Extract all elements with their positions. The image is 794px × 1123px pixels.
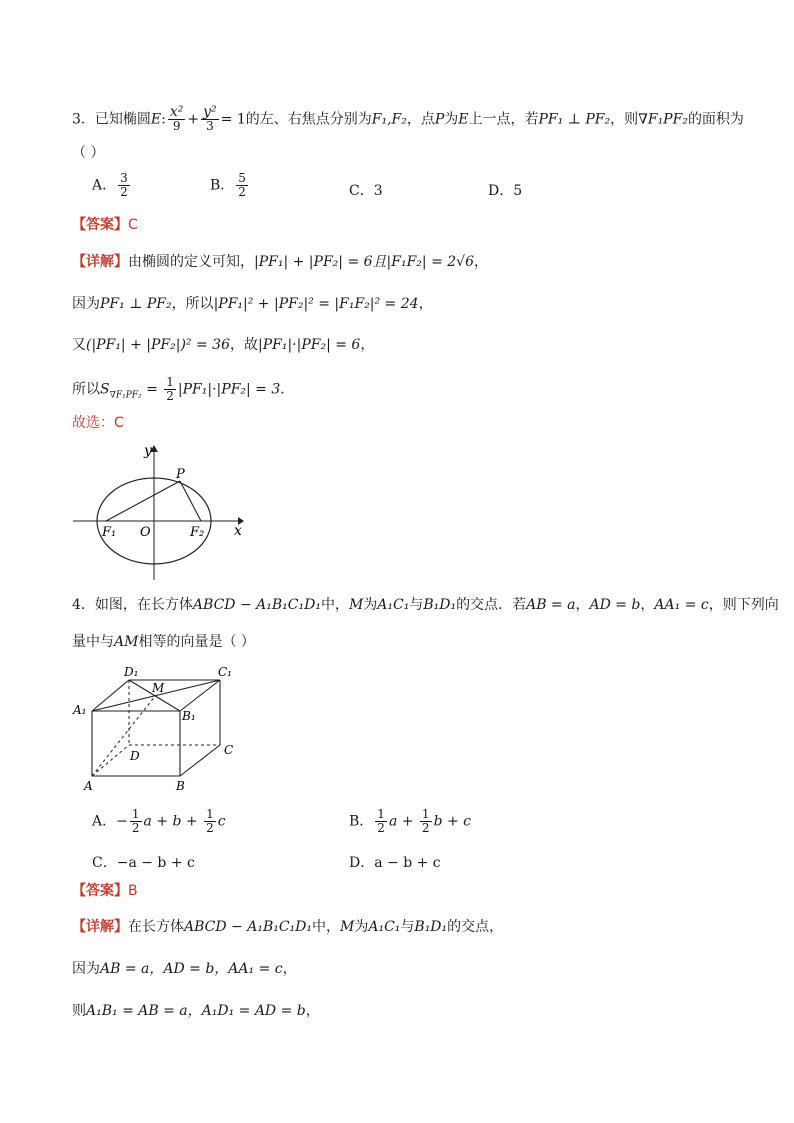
label-p: P	[176, 467, 185, 482]
label-a1: A₁	[73, 703, 87, 717]
q3-paren: （ ）	[72, 145, 105, 161]
label-f1: F₁	[102, 525, 117, 540]
label-m: M	[152, 681, 165, 695]
q3-choose: 故选：C	[72, 415, 124, 431]
label-x: x	[234, 523, 242, 539]
label-d1: D₁	[124, 665, 139, 679]
edge-b-c	[180, 745, 220, 776]
hidden-a-d	[92, 745, 129, 776]
label-c1: C₁	[218, 665, 232, 679]
segment-f1-p	[106, 481, 180, 521]
q4-option-b[interactable]: B． $\frac{1}{2}$ a + $\frac{1}{2}$ b + c	[349, 807, 471, 835]
q3-option-c[interactable]: C．3	[349, 183, 383, 199]
q4-detail-1: 【详解】在长方体ABCD − A₁B₁C₁D₁中，M为A₁C₁与B₁D₁的交点，	[72, 919, 504, 935]
q4-answer: 【答案】B	[72, 883, 138, 899]
label-d: D	[130, 749, 140, 763]
q3-frac-x: $\frac{\text{x²}}{9}$	[169, 104, 184, 133]
q4-option-d[interactable]: D．a − b + c	[349, 855, 441, 871]
hidden-a-m	[92, 695, 156, 776]
q3-detail-2: 因为PF₁ ⊥ PF₂，所以|PF₁|² + |PF₂|² = |F₁F₂|² = 24，	[72, 296, 433, 312]
label-c: C	[224, 743, 234, 757]
q4-stem-2: 量中与AM相等的向量是（ ）	[72, 634, 255, 650]
q4-option-a[interactable]: A．− $\frac{1}{2}$ a + b + $\frac{1}{2}$ c	[92, 807, 226, 835]
q3-answer: 【答案】C	[72, 217, 138, 233]
q3-detail-3: 又(|PF₁| + |PF₂|)² = 36，故|PF₁|·|PF₂| = 6，	[72, 337, 375, 353]
q4-detail-3: 则A₁B₁ = AB = a，A₁D₁ = AD = b，	[72, 1003, 320, 1019]
label-b: B	[176, 779, 185, 793]
label-f2: F₂	[190, 525, 205, 540]
front-face	[92, 711, 180, 776]
q3-frac-y: $\frac{\text{y²}}{3}$	[203, 104, 217, 133]
q4-detail-2: 因为AB = a，AD = b，AA₁ = c，	[72, 961, 297, 977]
q3-ellipse-name: E	[150, 111, 162, 128]
q3-detail-1: 【详解】由椭圆的定义可知，|PF₁| + |PF₂| = 6且|F₁F₂| = 2√6，	[72, 254, 488, 270]
label-b1: B₁	[182, 709, 196, 723]
label-y: y	[144, 443, 152, 459]
q3-option-a[interactable]: A． $\frac{3}{2}$	[92, 171, 128, 199]
label-o: O	[140, 525, 151, 540]
q3-detail-4: 所以$S_{\nabla F_1PF_2}$ = $\frac{1}{2}$ |PF₁|·|PF₂| = 3．	[72, 375, 295, 403]
segment-p-f2	[180, 481, 201, 521]
q3-option-b[interactable]: B． $\frac{5}{2}$	[210, 171, 246, 199]
q4-cuboid-figure	[70, 662, 250, 794]
q4-option-c[interactable]: C．−a − b + c	[92, 855, 195, 871]
q4-stem: 4．如图，在长方体ABCD − A₁B₁C₁D₁中，M为A₁C₁与B₁D₁的交点．若AB = a，AD = b，AA₁ = c，则下列向	[72, 597, 779, 613]
q3-stem: 3．已知椭圆E: $\frac{\text{x²}}{9}$ + $\frac{\text{y²}}{3}$ = 1的左、右焦点分别为F₁,F₂，点P为E上一点，若PF₁ ⊥ PF₂，则∇F₁PF₂的面积为	[72, 104, 744, 133]
q3-ellipse-figure	[70, 440, 250, 585]
q3-stem-text: 3．已知椭圆	[72, 111, 151, 128]
label-a: A	[84, 779, 93, 793]
q3-option-d[interactable]: D．5	[488, 183, 523, 199]
